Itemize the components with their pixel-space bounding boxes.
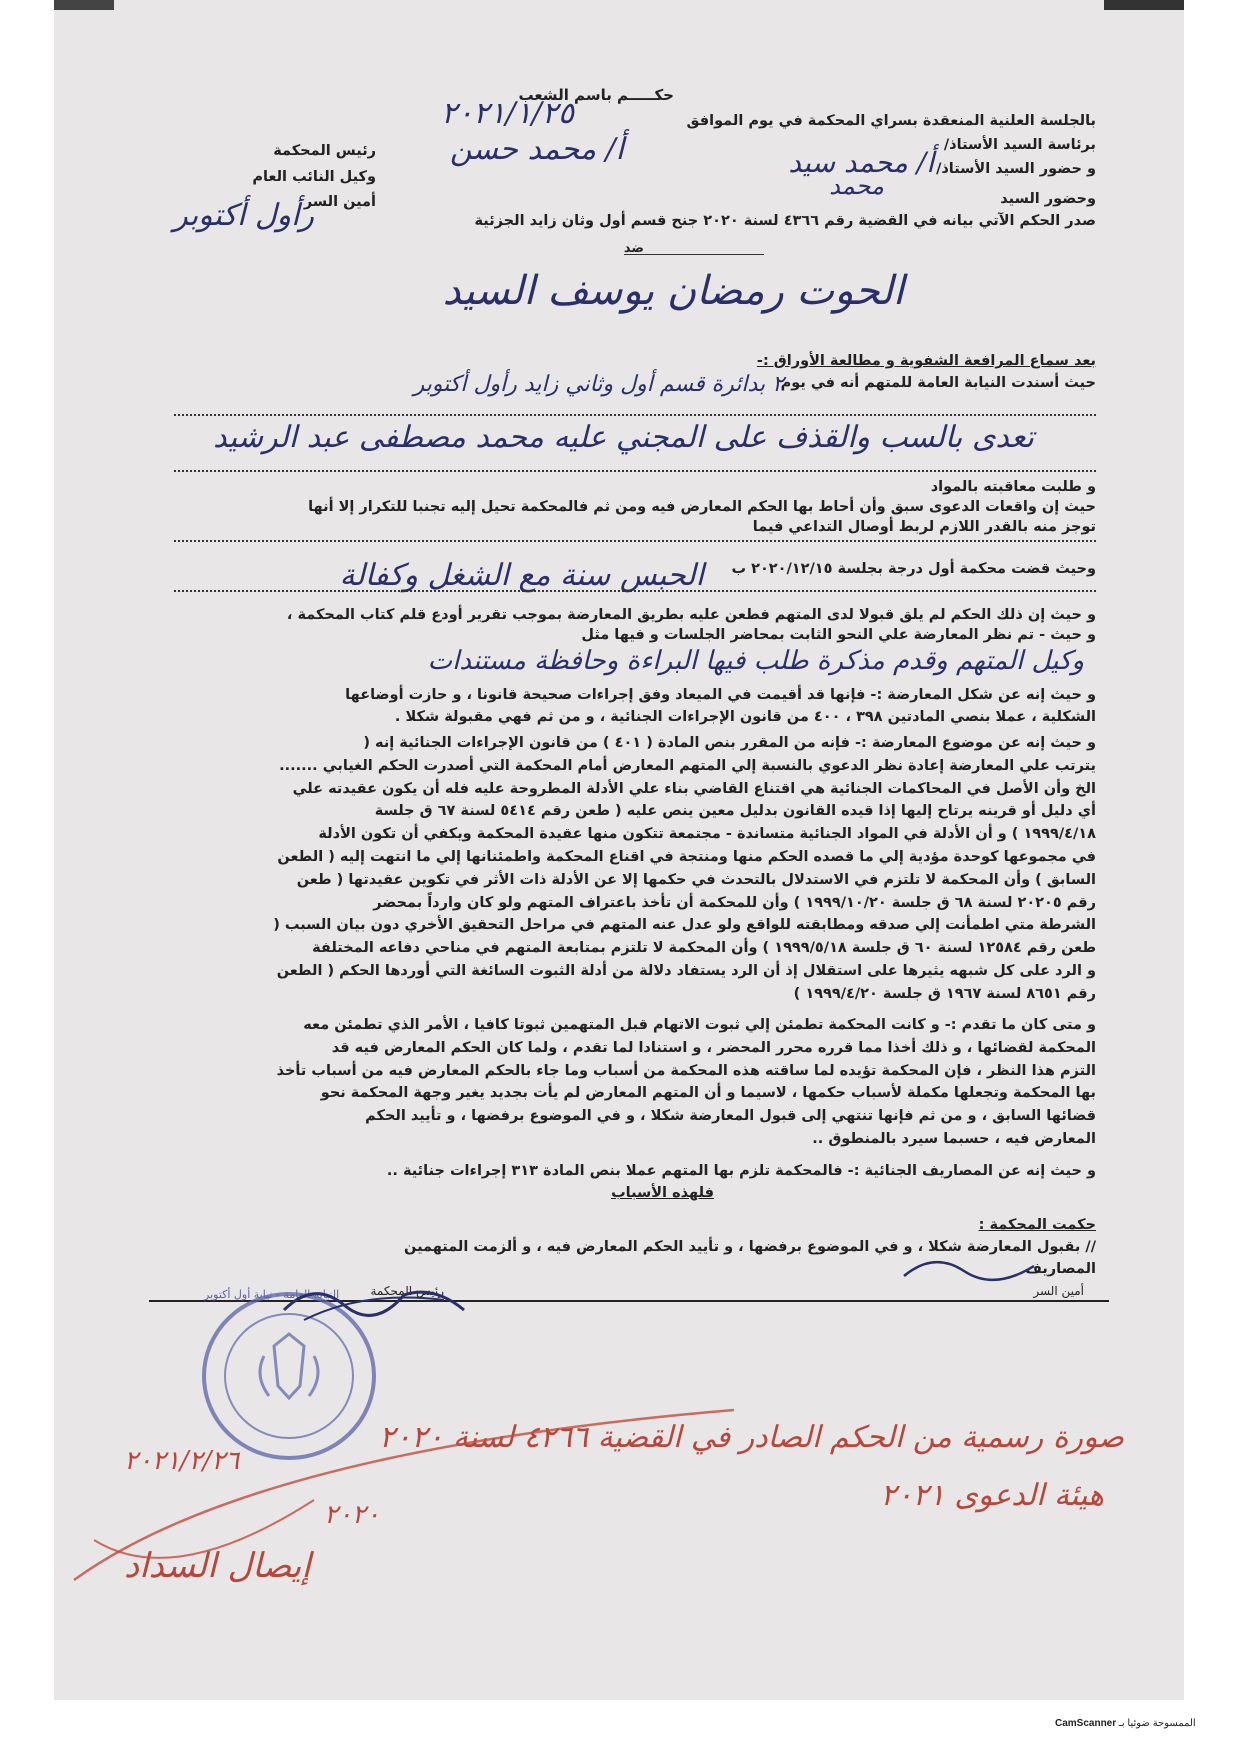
handwritten-first-verdict: الحبس سنة مع الشغل وكفالة — [339, 558, 704, 593]
dotted-rule — [174, 414, 1096, 416]
merits-line: طعن رقم ١٢٥٨٤ لسنة ٦٠ ق جلسة ١٩٩٩/٥/١٨ ) وأن المحكمة لا تلتزم بمتابعة المتهم في مناحي دفاعه المختلفة — [312, 940, 1096, 957]
sign-president-label: رئيس المحكمة — [370, 1284, 444, 1298]
hearing-heading: بعد سماع المرافعة الشفوية و مطالعة الأوراق :- — [756, 353, 1096, 369]
red-diagonal-stroke — [54, 1390, 754, 1590]
presidency-line: برئاسة السيد الأستاذ/ — [943, 137, 1096, 153]
merits-line: و حيث إنه عن موضوع المعارضة :- فإنه من المقرر بنص المادة ( ٤٠١ ) من قانون الإجراءات الجنائية إنه ( — [363, 735, 1096, 751]
merits-line: رقم ٨٦٥١ لسنة ١٩٦٧ ق جلسة ١٩٩٩/٤/٢٠ ) — [793, 985, 1096, 1002]
red-date: ٢٠٢١/٢/٢٦ — [124, 1446, 240, 1476]
handwritten-accusation-place: ٢ بدائرة قسم أول وثاني زايد رأول أكتوبر — [413, 372, 784, 397]
red-note-line-1: صورة رسمية من الحكم الصادر في القضية ٤٢٦٦ لسنة ٢٠٢٠ — [379, 1420, 1124, 1455]
form-line-2: الشكلية ، عملا بنصي المادتين ٣٩٨ ، ٤٠٠ من قانون الإجراءات الجنائية ، و من ثم فهي مقبولة شكلا . — [394, 709, 1096, 725]
handwritten-charge: تعدى بالسب والقذف على المجني عليه محمد مصطفى عبد الرشيد — [213, 420, 1034, 455]
conclusion-line: التزم هذا النظر ، فإن المحكمة تؤيده لما ساقته هذه المحكمة من أسباب وما جاء بالحكم المعارض فيه من أسباب تأخذ — [276, 1062, 1096, 1079]
dotted-rule — [174, 470, 1096, 472]
against-rule — [624, 254, 764, 255]
handwritten-prosecutor: أ/ محمد سيد — [788, 146, 934, 179]
scanner-footer — [1055, 1718, 1196, 1729]
session-line: بالجلسة العلنية المنعقدة بسراي المحكمة في يوم الموافق — [686, 113, 1096, 129]
scanner-label: الممسوحة ضوئيا بـ — [1118, 1718, 1196, 1729]
scan-edge-mark-right — [1104, 0, 1184, 10]
issued-line: صدر الحكم الآتي بيانه في القضية رقم ٤٣٦٦ لسنة ٢٠٢٠ جنح قسم أول وثان زايد الجزئية — [474, 213, 1096, 229]
merits-line: رقم ٢٠٢٠٥ لسنة ٦٨ ق جلسة ١٩٩٩/١٠/٢٠ ) وأن للمحكمة أن تأخذ باعتراف المتهم ولو كان وارداً بمحضر — [373, 894, 1096, 911]
conclusion-paragraph — [136, 1014, 1096, 1151]
expenses-line: و حيث إنه عن المصاريف الجنائية :- فالمحكمة تلزم بها المتهم عملا بنص المادة ٣١٣ إجراءات جنائية .. — [386, 1163, 1096, 1179]
conclusion-line: المعارض فيه ، حسبما سيرد بالمنطوق .. — [812, 1130, 1096, 1147]
court-president-label: رئيس المحكمة — [273, 143, 376, 159]
form-heading: و حيث إنه عن شكل المعارضة :- فإنها قد أقيمت في الميعاد وفق إجراءات صحيحة قانونا ، و حازت أوضاعها — [345, 687, 1096, 703]
merits-line: ١٩٩٩/٤/١٨ ) و أن الأدلة في المواد الجنائية متساندة - مجتمعة تتكون منها عقيدة المحكمة ويكفي أن تكون الأدلة — [318, 826, 1096, 843]
sign-clerk-label: أمين السر — [1033, 1284, 1084, 1298]
first-instance-line: وحيث قضت محكمة أول درجة بجلسة ٢٠٢٠/١٢/١٥ ب — [731, 561, 1096, 577]
clerk-signature — [894, 1246, 1054, 1296]
conclusion-line: المحكمة لقضائها ، و ذلك أخذا مما قرره محرر المحضر ، و استنادا لما تقدم ، ولما كان الحكم المعارض فيه قد — [331, 1039, 1096, 1056]
stamp-text: النيابة العامة - نيابة أول أكتوبر — [204, 1288, 340, 1301]
accusation-line: حيث أسندت النيابة العامة للمتهم أنه في يوم — [780, 375, 1096, 391]
merits-line: أي دليل أو قرينه يرتاح إليها إذا قيده القانون بدليل معين ينص عليه ( طعن رقم ٥٤١٤ لسنة ٦٧ ق جلسة — [374, 803, 1096, 820]
merits-line: الشرطة متي اطمأنت إلي صدقه ومطابقته للواقع ولو عدل عنه المتهم في مراحل التحقيق الأخري دون بيان السبب ( — [273, 917, 1096, 934]
dotted-rule — [174, 540, 1096, 542]
merits-line: و الرد على كل شبهه يثيرها على استقلال إذ أن الرد يستفاد دلالة من أدلة الثبوت السائغة التي أوردها الحكم ( الطعن — [276, 962, 1096, 979]
president-signature — [274, 1270, 474, 1330]
verdict-line-2: المصاريف — [1025, 1261, 1096, 1277]
verdict-heading: حكمت المحكمة : — [978, 1217, 1096, 1233]
red-note-line-2: هيئة الدعوى ٢٠٢١ — [880, 1478, 1104, 1513]
opposition-line-1: و حيث إن ذلك الحكم لم يلق قبولا لدى المتهم فطعن عليه بطريق المعارضة بموجب تقرير أودع قلم كتاب المحكمة ، — [286, 607, 1096, 623]
against-label: ضد — [623, 241, 644, 256]
handwritten-date: ٢٠٢١/١/٢٥ — [440, 96, 574, 131]
attendance-line-2: وحضور السيد — [1000, 191, 1096, 207]
red-signature: إيصال السداد — [124, 1546, 311, 1586]
judgment-title: حكـــــم باسم الشعب — [518, 86, 674, 104]
punishment-request: و طلبت معاقبته بالمواد — [930, 479, 1096, 495]
handwritten-appearance: وكيل المتهم وقدم مذكرة طلب فيها البراءة وحافظة مستندات — [427, 646, 1084, 676]
handwritten-judge: أ/ محمد حسن — [449, 132, 624, 167]
prosecutor-label: وكيل النائب العام — [252, 169, 376, 185]
facts-line-2: توجز منه بالقدر اللازم لربط أوصال التداعي فيما — [752, 519, 1096, 535]
handwritten-court: رأول أكتوبر — [173, 198, 314, 233]
dotted-rule — [174, 590, 1096, 592]
scanned-document — [54, 0, 1184, 1700]
conclusion-line: قضائها السابق ، و من ثم فإنها تنتهي إلى قبول المعارضة شكلا ، و في الموضوع برفضها ، و تأييد الحكم — [365, 1108, 1096, 1125]
conclusion-line: بها المحكمة وتجعلها مكملة لأسباب حكمها ، لاسيما و أن المتهم المعارض لم يأت بجديد يغير وجهة المحكمة نحو — [320, 1085, 1096, 1102]
merits-line: يترتب علي المعارضة إعادة نظر الدعوي بالنسبة إلي المتهم المعارض أمام المحكمة التي أصدرت الحكم الغيابي ....... — [279, 757, 1096, 774]
opposition-line-2: و حيث - تم نظر المعارضة علي النحو الثابت بمحاضر الجلسات و فيها مثل — [581, 627, 1096, 643]
conclusion-line: و متى كان ما تقدم :- و كانت المحكمة تطمئن إلي ثبوت الاتهام قبل المتهمين ثبوتا كافيا ، الأمر الذي تطمئن معه — [303, 1017, 1096, 1033]
attendance-line: و حضور السيد الأستاذ/ — [936, 161, 1096, 177]
facts-line-1: حيث إن واقعات الدعوى سبق وأن أحاط بها الحكم المعارض فيه ومن ثم فالمحكمة تحيل إليه تجنبا للتكرار إلا أنها — [308, 499, 1096, 515]
scanner-brand: CamScanner — [1055, 1718, 1117, 1729]
red-sign-mid: ٢٠٢٠ — [324, 1500, 380, 1530]
verdict-line-1: // بقبول المعارضة شكلا ، و في الموضوع برفضها ، و تأييد الحكم المعارض فيه ، و ألزمت المتهمين — [404, 1239, 1096, 1255]
handwritten-defendant: الحوت رمضان يوسف السيد — [442, 268, 904, 314]
merits-line: الخ وأن الأصل في المحاكمات الجنائية هي اقتناع القاضي بناء علي الأدلة المطروحة عليه فله أن يكون عقيدته علي — [292, 780, 1096, 797]
clerk-label: أمين السر — [303, 194, 376, 210]
merits-line: السابق ) وأن المحكمة لا تلتزم في الاستدلال بالتحدث في حكمها إلا عن الأدلة ذات الأثر في تكوين عقيدتها ( طعن — [296, 871, 1096, 888]
reasons-heading: فلهذه الأسباب — [611, 1185, 714, 1201]
merits-paragraph — [136, 732, 1096, 1006]
scan-edge-mark — [54, 0, 114, 10]
handwritten-clerk: محمد — [829, 172, 884, 200]
merits-line: في مجموعها كوحدة مؤدية إلي ما قصده الحكم منها ومنتجة في اقناع المحكمة واطمئنانها إلي ما انتهت إليه ( الطعن — [277, 848, 1096, 865]
